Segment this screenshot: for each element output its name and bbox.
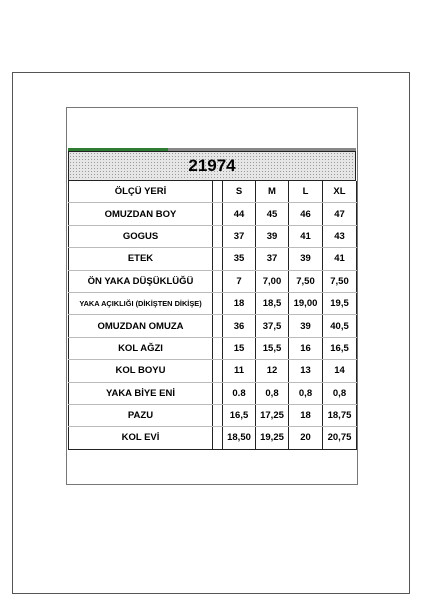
spacer-cell <box>213 225 223 247</box>
value-l: 39 <box>289 248 323 270</box>
value-m: 7,00 <box>256 270 289 292</box>
value-xl: 20,75 <box>323 427 357 449</box>
spacer-cell <box>213 360 223 382</box>
table-row <box>69 292 357 314</box>
row-label: ÖN YAKA DÜŞÜKLÜĞÜ <box>69 270 213 292</box>
header-size-s: S <box>223 181 256 203</box>
spacer-cell <box>213 404 223 426</box>
value-xl: 18,75 <box>323 404 357 426</box>
value-m: 0,8 <box>256 382 289 404</box>
spacer-cell <box>213 292 223 314</box>
model-number-cell <box>68 151 356 181</box>
value-m: 18,5 <box>256 292 289 314</box>
value-m: 15,5 <box>256 337 289 359</box>
value-s: 18,50 <box>223 427 256 449</box>
table-row <box>69 225 357 247</box>
spacer-cell <box>213 315 223 337</box>
value-xl: 14 <box>323 360 357 382</box>
value-xl: 47 <box>323 203 357 225</box>
value-s: 18 <box>223 292 256 314</box>
table-row <box>69 360 357 382</box>
value-xl: 41 <box>323 248 357 270</box>
value-l: 46 <box>289 203 323 225</box>
table-row <box>69 382 357 404</box>
value-l: 18 <box>289 404 323 426</box>
spacer-cell <box>213 382 223 404</box>
row-label: KOL BOYU <box>69 360 213 382</box>
value-xl: 16,5 <box>323 337 357 359</box>
value-xl: 19,5 <box>323 292 357 314</box>
value-l: 16 <box>289 337 323 359</box>
value-m: 37 <box>256 248 289 270</box>
row-label: YAKA AÇIKLIĞI (DİKİŞTEN DİKİŞE) <box>69 292 213 314</box>
value-s: 35 <box>223 248 256 270</box>
row-label: OMUZDAN OMUZA <box>69 315 213 337</box>
row-label: YAKA BİYE ENİ <box>69 382 213 404</box>
table-row <box>69 427 357 449</box>
row-label: PAZU <box>69 404 213 426</box>
value-l: 39 <box>289 315 323 337</box>
spacer-cell <box>213 248 223 270</box>
header-size-xl: XL <box>323 181 357 203</box>
header-size-m: M <box>256 181 289 203</box>
value-s: 0.8 <box>223 382 256 404</box>
value-s: 11 <box>223 360 256 382</box>
value-s: 44 <box>223 203 256 225</box>
value-m: 39 <box>256 225 289 247</box>
spacer-cell <box>213 337 223 359</box>
value-s: 37 <box>223 225 256 247</box>
value-l: 20 <box>289 427 323 449</box>
row-label: ETEK <box>69 248 213 270</box>
header-size-l: L <box>289 181 323 203</box>
value-m: 17,25 <box>256 404 289 426</box>
table-row <box>69 337 357 359</box>
model-number: 21974 <box>188 156 236 175</box>
table-row <box>69 203 357 225</box>
value-xl: 43 <box>323 225 357 247</box>
value-s: 7 <box>223 270 256 292</box>
value-xl: 40,5 <box>323 315 357 337</box>
row-label: GOGUS <box>69 225 213 247</box>
header-measurement: ÖLÇÜ YERİ <box>69 181 213 203</box>
table-row <box>69 248 357 270</box>
value-m: 45 <box>256 203 289 225</box>
spacer-cell <box>213 181 223 203</box>
value-xl: 0,8 <box>323 382 357 404</box>
value-l: 41 <box>289 225 323 247</box>
value-m: 19,25 <box>256 427 289 449</box>
value-l: 19,00 <box>289 292 323 314</box>
table-row <box>69 404 357 426</box>
value-l: 0,8 <box>289 382 323 404</box>
value-s: 15 <box>223 337 256 359</box>
table-row <box>69 315 357 337</box>
value-l: 13 <box>289 360 323 382</box>
row-label: KOL AĞZI <box>69 337 213 359</box>
spacer-cell <box>213 203 223 225</box>
table-row <box>69 270 357 292</box>
value-m: 12 <box>256 360 289 382</box>
size-table <box>68 181 357 450</box>
value-l: 7,50 <box>289 270 323 292</box>
row-label: KOL EVİ <box>69 427 213 449</box>
value-s: 36 <box>223 315 256 337</box>
spacer-cell <box>213 270 223 292</box>
table-header-row <box>69 181 357 203</box>
row-label: OMUZDAN BOY <box>69 203 213 225</box>
spacer-cell <box>213 427 223 449</box>
value-xl: 7,50 <box>323 270 357 292</box>
value-m: 37,5 <box>256 315 289 337</box>
value-s: 16,5 <box>223 404 256 426</box>
